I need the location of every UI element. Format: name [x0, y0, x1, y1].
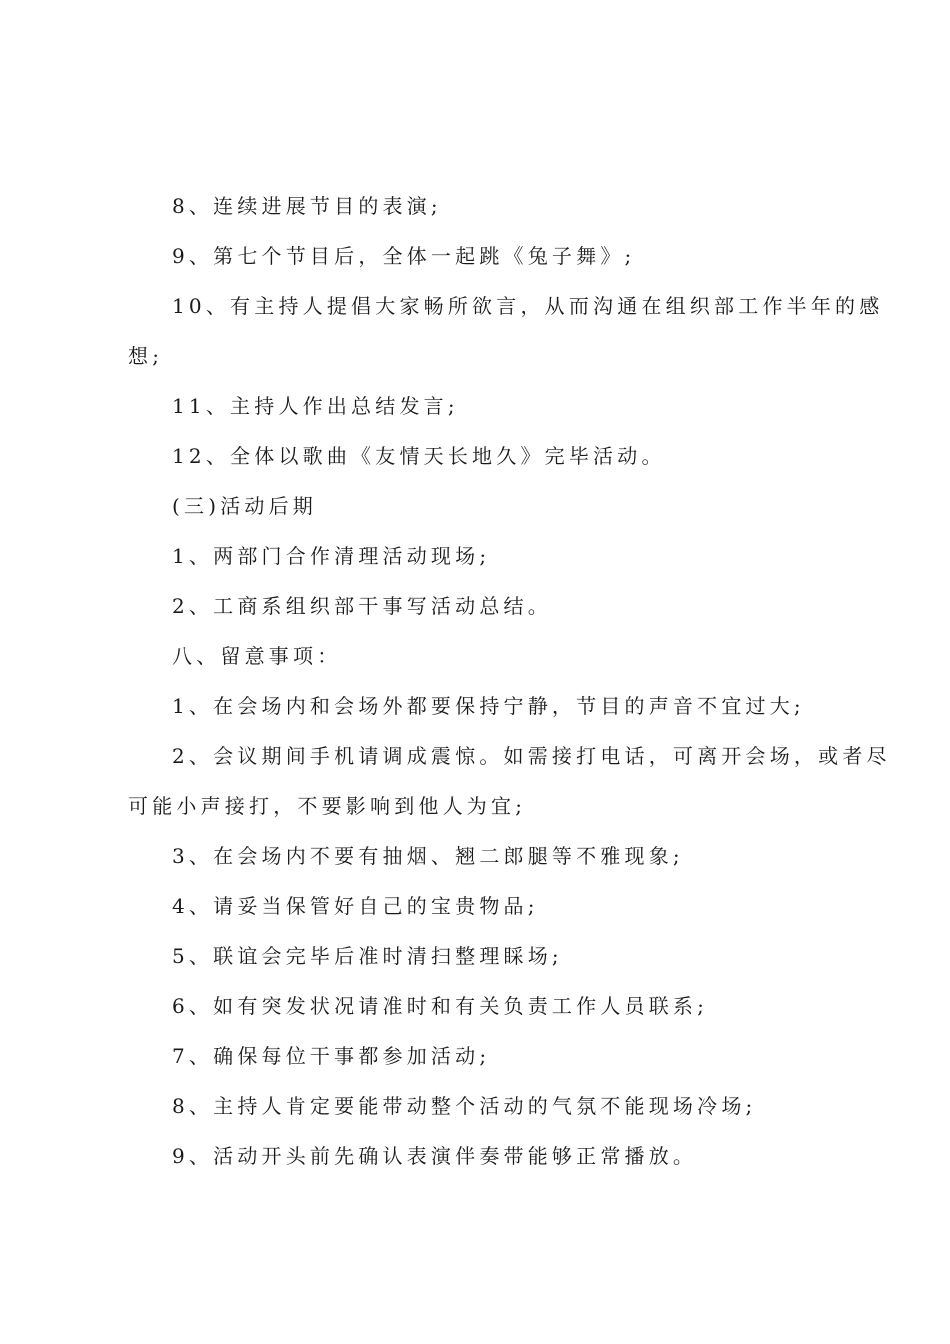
- note-item-2-line: 2、会议期间手机请调成震惊。如需接打电话，可离开会场，或者尽: [172, 744, 891, 768]
- item-12-program-line: 12、全体以歌曲《友情天长地久》完毕活动。: [172, 444, 666, 468]
- post-item-2-line: 2、工商系组织部干事写活动总结。: [172, 594, 552, 618]
- section-heading-notes: 八、留意事项：: [172, 644, 342, 668]
- item-8-program-line: 8、连续进展节目的表演;: [172, 194, 442, 218]
- note-item-2-continuation-line: 可能小声接打，不要影响到他人为宜;: [128, 794, 527, 818]
- note-item-3-line: 3、在会场内不要有抽烟、翘二郎腿等不雅现象;: [172, 844, 684, 868]
- item-9-program-line: 9、第七个节目后，全体一起跳《兔子舞》;: [172, 244, 636, 268]
- note-item-5-line: 5、联谊会完毕后准时清扫整理睬场;: [172, 944, 563, 968]
- note-item-1-line: 1、在会场内和会场外都要保持宁静，节目的声音不宜过大;: [172, 694, 805, 718]
- post-item-1-line: 1、两部门合作清理活动现场;: [172, 544, 491, 568]
- note-item-4-line: 4、请妥当保管好自己的宝贵物品;: [172, 894, 539, 918]
- note-item-8-line: 8、主持人肯定要能带动整个活动的气氛不能现场冷场;: [172, 1094, 757, 1118]
- item-10-continuation-line: 想;: [128, 344, 164, 368]
- note-item-9-line: 9、活动开头前先确认表演伴奏带能够正常播放。: [172, 1144, 698, 1168]
- note-item-7-line: 7、确保每位干事都参加活动;: [172, 1044, 491, 1068]
- item-10-program-line: 10、有主持人提倡大家畅所欲言，从而沟通在组织部工作半年的感: [172, 294, 884, 318]
- item-11-program-line: 11、主持人作出总结发言;: [172, 394, 459, 418]
- section-heading-post-activity: (三)活动后期: [172, 494, 318, 518]
- note-item-6-line: 6、如有突发状况请准时和有关负责工作人员联系;: [172, 994, 709, 1018]
